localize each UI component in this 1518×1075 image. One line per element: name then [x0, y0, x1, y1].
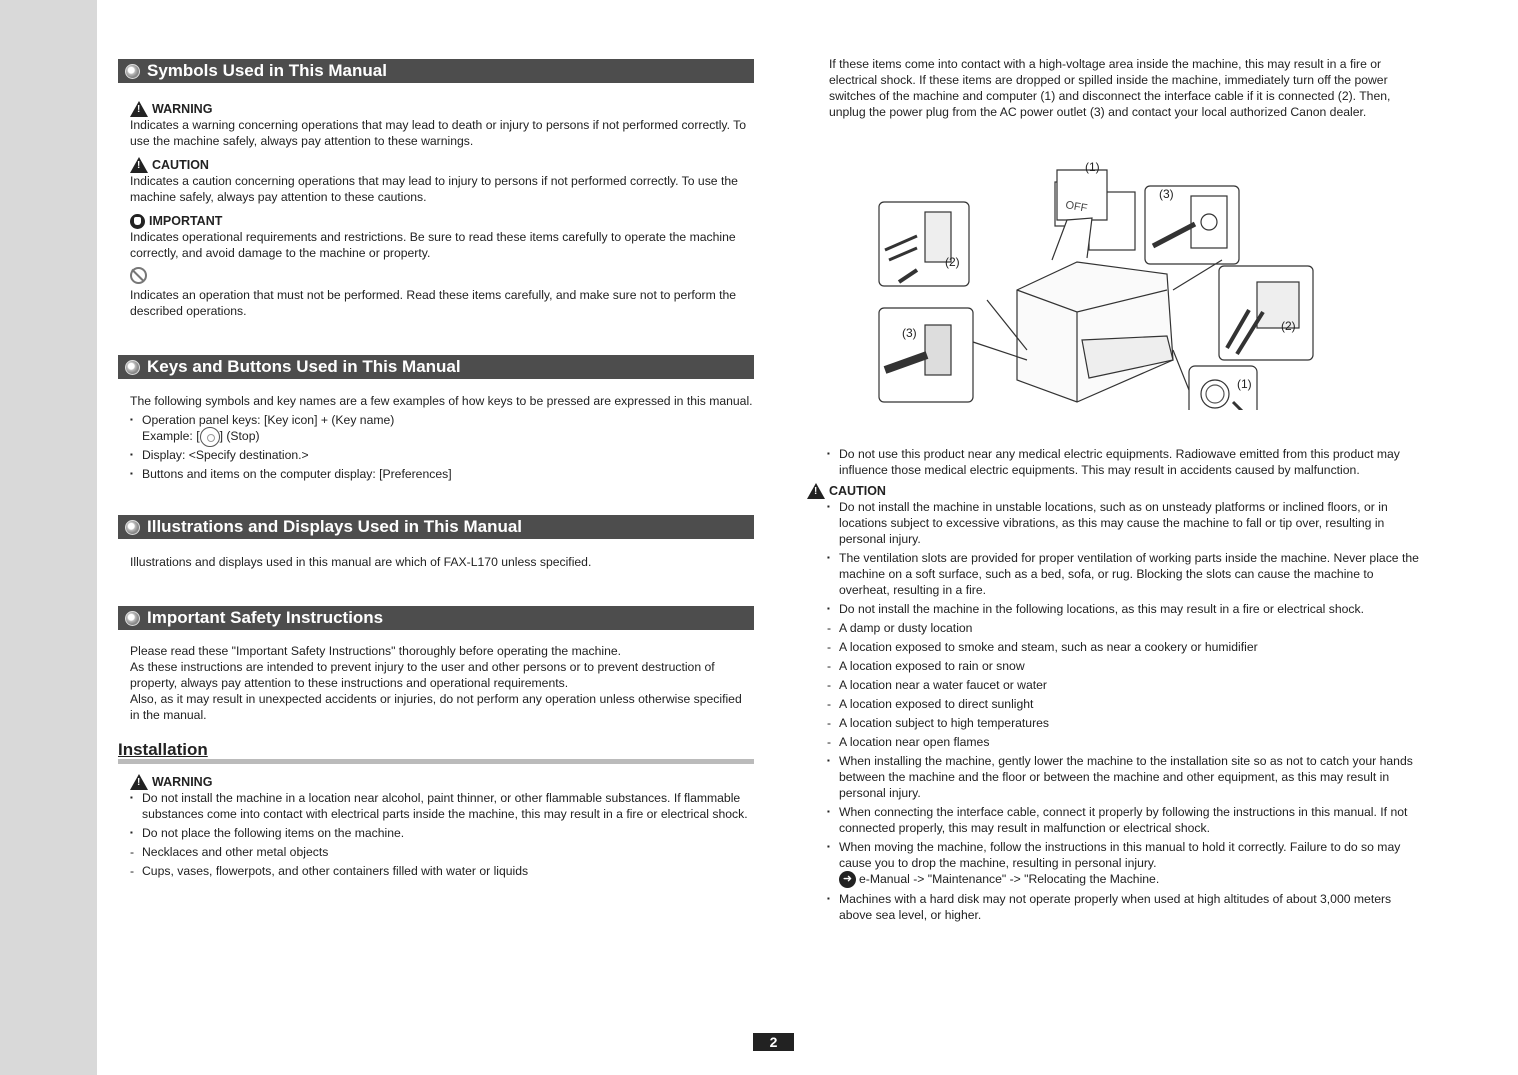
warning-label: ! WARNING: [130, 101, 754, 117]
list-item: ▪ Do not use this product near any medical electric equipments. Radiowave emitted from this product may influence those medical electric equipments. This may result in accidents caused by malfunction.: [815, 446, 1425, 478]
important-label: IMPORTANT: [130, 213, 754, 229]
list-item: ▪ The ventilation slots are provided for proper ventilation of working parts inside the machine. Never place the machine on a soft surface, such as a bed, sofa, or rug. Blocking the slots can cause the machine to overheat, resulting in a fire.: [815, 550, 1425, 598]
caution-list-2: [815, 753, 1425, 923]
left-margin-bar: [0, 0, 97, 1075]
page-number: 2: [753, 1033, 794, 1051]
heading-rule: [118, 759, 754, 764]
warning-description: Indicates a warning concerning operations that may lead to death or injury to persons if not performed correctly. To use the machine safely, always pay attention to these warnings.: [130, 118, 747, 148]
left-column: [118, 59, 754, 882]
section-bullet-icon: [125, 611, 140, 626]
e-manual-reference[interactable]: e-Manual -> "Maintenance" -> "Relocating the Machine.: [859, 872, 1160, 886]
list-item: ▪ Do not place the following items on the machine.: [118, 825, 754, 841]
section-header-symbols: Symbols Used in This Manual: [118, 59, 754, 83]
caution-list: [815, 499, 1425, 617]
callout-1-top: (1): [1085, 160, 1100, 174]
callout-3-outlet: (3): [1159, 187, 1174, 201]
disconnect-illustration: [877, 140, 1317, 410]
caution-icon: [807, 483, 825, 499]
list-item: ▪ Operation panel keys: [Key icon] + (Key name) Example: [ ] (Stop): [118, 412, 754, 444]
location-list: [815, 620, 1425, 750]
list-item: - A location exposed to rain or snow: [815, 658, 1425, 674]
important-description: Indicates operational requirements and restrictions. Be sure to read these items carefully to operate the machine correctly, and avoid damage to the machine or property.: [130, 230, 736, 260]
machine-diagram: [877, 140, 1317, 410]
medical-list: [815, 446, 1425, 478]
list-item: ▪ Display: <Specify destination.>: [118, 447, 754, 463]
reference-arrow-icon: ➜: [839, 871, 856, 888]
prohibited-description: Indicates an operation that must not be performed. Read these items carefully, and make sure not to perform the described operations.: [130, 288, 737, 318]
section-header-safety: Important Safety Instructions: [118, 606, 754, 630]
list-item: - A location exposed to smoke and steam, such as near a cookery or humidifier: [815, 639, 1425, 655]
important-hand-icon: [130, 214, 145, 229]
section-header-illustrations: Illustrations and Displays Used in This Manual: [118, 515, 754, 539]
list-item: - Necklaces and other metal objects: [118, 844, 754, 860]
callout-1-power: (1): [1237, 377, 1252, 391]
stop-key-icon: [200, 427, 220, 447]
warning-icon: [130, 774, 148, 790]
installation-warning-label: ! WARNING: [130, 774, 754, 790]
list-item: ▪ Buttons and items on the computer display: [Preferences]: [118, 466, 754, 482]
section-bullet-icon: [125, 360, 140, 375]
section-bullet-icon: [125, 520, 140, 535]
list-item: ▪ Do not install the machine in a location near alcohol, paint thinner, or other flammable substances. If flammable substances come into contact with electrical parts inside the machine, this may result in a fire or electrical shock.: [118, 790, 754, 822]
list-item: - A damp or dusty location: [815, 620, 1425, 636]
list-item: - A location exposed to direct sunlight: [815, 696, 1425, 712]
section-header-keys: Keys and Buttons Used in This Manual: [118, 355, 754, 379]
list-item: - A location subject to high temperatures: [815, 715, 1425, 731]
list-item: ▪ Machines with a hard disk may not operate properly when used at high altitudes of about 3,000 meters above sea level, or higher.: [815, 891, 1425, 923]
prohibited-icon: [130, 267, 147, 284]
safety-paragraph-2: As these instructions are intended to prevent injury to the user and other persons or to prevent destruction of property, always pay attention to these instructions and operational requirements.: [130, 660, 715, 690]
warning-icon: [130, 101, 148, 117]
callout-3-left: (3): [902, 326, 917, 340]
caution-description: Indicates a caution concerning operations that may lead to injury to persons if not performed correctly. To use the machine safely, always pay attention to these cautions.: [130, 174, 738, 204]
list-item: - A location near open flames: [815, 734, 1425, 750]
high-voltage-paragraph: If these items come into contact with a high-voltage area inside the machine, this may result in a fire or electrical shock. If these items are dropped or spilled inside the machine, immediately turn off the power switches of the machine and computer (1) and disconnect the interface cable if it is connected (2). Then, unplug the power plug from the AC power outlet (3) and contact your local authorized Canon dealer.: [829, 57, 1391, 119]
right-column: [815, 56, 1425, 926]
list-item: ▪ Do not install the machine in the following locations, as this may result in a fire or electrical shock.: [815, 601, 1425, 617]
list-item: - A location near a water faucet or water: [815, 677, 1425, 693]
caution-label: ! CAUTION: [130, 157, 754, 173]
illustrations-text: Illustrations and displays used in this manual are which of FAX-L170 unless specified.: [130, 555, 592, 569]
installation-heading: Installation: [118, 742, 754, 764]
keys-intro: The following symbols and key names are a few examples of how keys to be pressed are expressed in this manual.: [130, 394, 753, 408]
caution-label-right: ! CAUTION: [807, 483, 1425, 499]
safety-paragraph-3: Also, as it may result in unexpected accidents or injuries, do not perform any operation unless otherwise specified in the manual.: [130, 692, 742, 722]
list-item: - Cups, vases, flowerpots, and other containers filled with water or liquids: [118, 863, 754, 879]
callout-2-left: (2): [945, 255, 960, 269]
list-item: ▪ Do not install the machine in unstable locations, such as on unsteady platforms or inclined floors, or in locations subject to excessive vibrations, as this may cause the machine to fall or tip over, resulting in personal injury.: [815, 499, 1425, 547]
off-label: OFF: [1064, 199, 1089, 215]
installation-warning-list: [118, 790, 754, 841]
caution-icon: [130, 157, 148, 173]
items-sublist: [118, 844, 754, 879]
callout-2-right: (2): [1281, 319, 1296, 333]
list-item: ▪ When moving the machine, follow the instructions in this manual to hold it correctly. Failure to do so may cause you to drop the machine, resulting in personal injury. ➜ e-Manual -> "Maintenance" -> "Relocating the Machine.: [815, 839, 1425, 888]
keys-list: [118, 412, 754, 482]
list-item: ▪ When installing the machine, gently lower the machine to the installation site so as not to catch your hands between the machine and the floor or between the machine and other equipment, as this may result in personal injury.: [815, 753, 1425, 801]
list-item: ▪ When connecting the interface cable, connect it properly by following the instructions in this manual. If not connected properly, this may result in malfunction or electrical shock.: [815, 804, 1425, 836]
safety-paragraph-1: Please read these "Important Safety Instructions" thoroughly before operating the machine.: [130, 644, 622, 658]
section-bullet-icon: [125, 64, 140, 79]
